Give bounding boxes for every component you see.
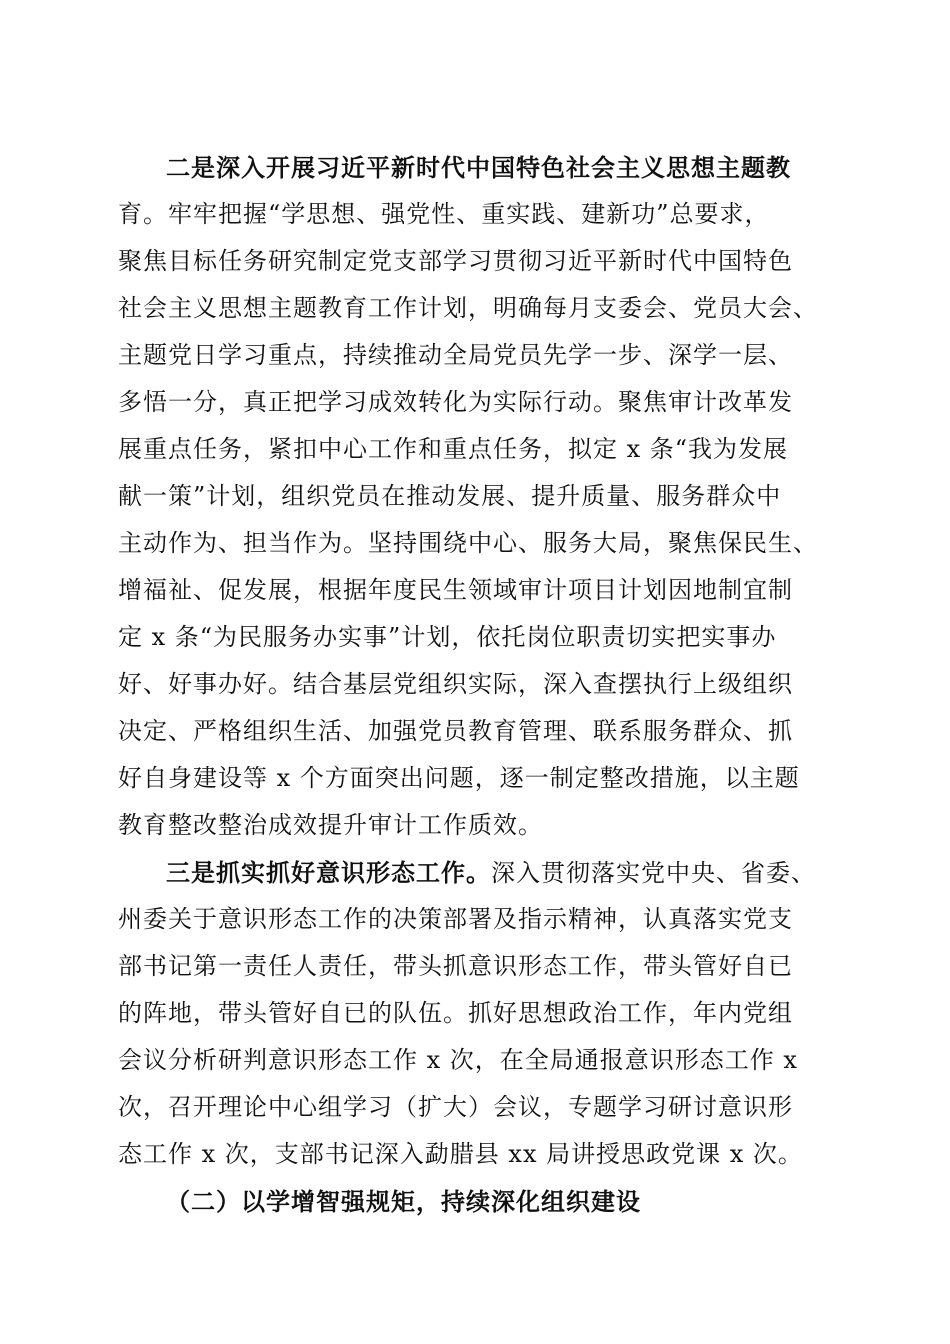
paragraph-2-first-line [118,849,834,896]
paragraph-2-line: 会议分析研判意识形态工作 x 次，在全局通报意识形态工作 x [118,1046,798,1074]
paragraph-1-line: 定 x 条“为民服务办实事”计划，依托岗位职责切实把实事办 [118,623,777,651]
paragraph-2-line: 州委关于意识形态工作的决策部署及指示精神，认真落实党支 [118,905,793,933]
paragraph-1-line: 聚焦目标任务研究制定党支部学习贯彻习近平新时代中国特色 [118,247,793,275]
paragraph-1-line: 好、好事办好。结合基层党组织实际，深入查摆执行上级组织 [118,670,793,698]
paragraph-1-line: 增福祉、促发展，根据年度民生领域审计项目计划因地制宜制 [118,576,793,604]
paragraph-1-lead: 二是深入开展习近平新时代中国特色社会主义思想主题教 [166,153,791,182]
paragraph-1-line: 好自身建设等 x 个方面突出问题，逐一制定整改措施，以主题 [118,764,800,792]
paragraph-2-line: 的阵地，带头管好自已的队伍。抓好思想政治工作，年内党组 [118,999,793,1027]
paragraph-1-line: 多悟一分，真正把学习成效转化为实际行动。聚焦审计改革发 [118,388,793,416]
paragraph-2-line: 次，召开理论中心组学习（扩大）会议，专题学习研讨意识形 [118,1093,793,1121]
paragraph-1-line: 教育整改整治成效提升审计工作质效。 [118,811,543,839]
paragraph-1-line: 决定、严格组织生活、加强党员教育管理、联系服务群众、抓 [118,717,793,745]
paragraph-2-first-rest: 深入贯彻落实党中央、省委、 [491,859,816,887]
paragraph-1-line: 社会主义思想主题教育工作计划，明确每月支委会、党员大会、 [118,294,818,322]
paragraph-2-line: 部书记第一责任人责任，带头抓意识形态工作，带头管好自已 [118,952,793,980]
paragraph-1-line: 展重点任务，紧扣中心工作和重点任务，拟定 x 条“我为发展 [118,435,789,463]
paragraph-1-line: 献一策”计划，组织党员在推动发展、提升质量、服务群众中 [118,482,782,510]
paragraph-1-line: 主题党日学习重点，持续推动全局党员先学一步、深学一层、 [118,341,793,369]
document-body [118,144,834,1225]
section-heading: （二）以学增智强规矩，持续深化组织建设 [166,1187,641,1216]
paragraph-1-line: 主动作为、担当作为。坚持围绕中心、服务大局，聚焦保民生、 [118,529,818,557]
paragraph-1-line: 育。牢牢把握“学思想、强党性、重实践、建新功”总要求， [118,200,770,228]
paragraph-2-line: 态工作 x 次，支部书记深入勐腊县 xx 局讲授思政党课 x 次。 [118,1140,803,1168]
paragraph-2-lead: 三是抓实抓好意识形态工作。 [166,858,491,887]
